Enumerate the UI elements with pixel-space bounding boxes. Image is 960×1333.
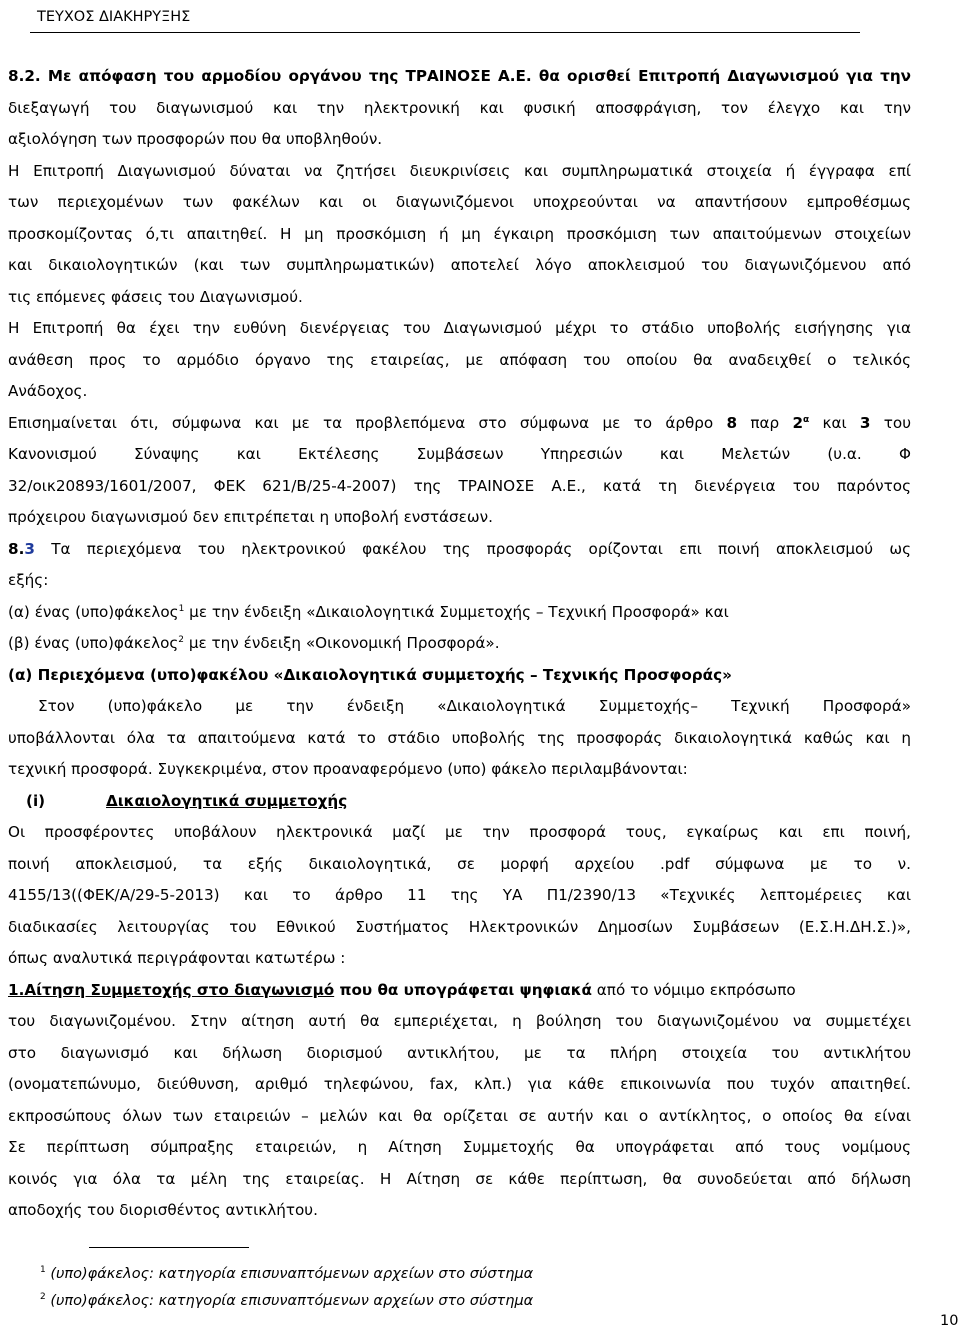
text-line: εξής: [8,571,49,589]
text-line: τεχνική προσφορά. Συγκεκριμένα, στον προαναφερόμενο (υπο) φάκελο περιλαμβάνονται: [8,760,688,778]
text-line: εκπροσώπους όλων των εταιρειών – μελών και θα ορίζεται σε αυτήν και ο αντίκλητος, ο οποίος θα είναι [8,1107,911,1125]
text-line: στο διαγωνισμό και δήλωση διορισμού αντικλήτου, με τα πλήρη στοιχεία του αντικλήτου [8,1044,911,1062]
footnote: $^2$ (υπο)φάκελος: κατηγορία επισυναπτόμενων αρχείων στο σύστημα [40,1292,534,1309]
footnote: $^1$ (υπο)φάκελος: κατηγορία επισυναπτόμενων αρχείων στο σύστημα [40,1265,534,1282]
text-line: ποινή αποκλεισμού, τα εξής δικαιολογητικά, σε μορφή αρχείου .pdf σύμφωνα με το ν. [8,855,911,873]
running-header: ΤΕΥΧΟΣ ΔΙΑΚΗΡΥΞΗΣ [37,9,191,25]
text-line: Οι προσφέροντες υποβάλουν ηλεκτρονικά μαζί με την προσφορά τους, εγκαίρως και επι ποινή, [8,823,911,841]
text-line: αποδοχής του διορισθέντος αντικλήτου. [8,1201,318,1219]
text-line: και δικαιολογητικών (και των συμπληρωματικών) αποτελεί λόγο αποκλεισμού του διαγωνιζόμενου από [8,256,911,274]
text-line: υποβάλλονται όλα τα απαιτούμενα κατά το στάδιο υποβολής της προσφοράς δικαιολογητικά καθώς και η [8,729,911,747]
text-line: προσκομίζοντας ό,τι απαιτηθεί. Η μη προσκόμιση ή μη έγκαιρη προσκόμιση των απαιτούμενων στοιχείων [8,225,911,243]
text-line: Στον (υπο)φάκελο με την ένδειξη «Δικαιολογητικά Συμμετοχής– Τεχνική Προσφορά» [38,697,911,715]
page-number: 10 [940,1313,959,1329]
footnote-ref: 1 [178,603,185,614]
text-line: όπως αναλυτικά περιγράφονται κατωτέρω : [8,949,346,967]
text-line: Η Επιτροπή θα έχει την ευθύνη διενέργειας του Διαγωνισμού μέχρι το στάδιο υποβολής εισήγησης για [8,319,911,337]
text-line: (ονοματεπώνυμο, διεύθυνση, αριθμό τηλεφώνου, fax, κλπ.) για κάθε επικοινωνία που τυχόν απαιτηθεί. [8,1075,911,1093]
text-line: αξιολόγηση των προσφορών που θα υποβληθούν. [8,130,383,148]
text-line: Κανονισμού Σύναψης και Εκτέλεσης Συμβάσεων Υπηρεσιών και Μελετών (υ.α. Φ [8,445,911,463]
text-line: πρόχειρου διαγωνισμού δεν επιτρέπεται η υποβολή ενστάσεων. [8,508,493,526]
text-line: τις επόμενες φάσεις του Διαγωνισμού. [8,288,303,306]
text-line: των περιεχομένων των φακέλων και οι διαγωνιζόμενοι υποχρεούνται να απαντήσουν εμπροθέσμως [8,193,911,211]
text-line: διεξαγωγή του διαγωνισμού και την ηλεκτρονική και φυσική αποσφράγιση, τον έλεγχο και την [8,99,911,117]
subsection-number: (i) [26,792,46,810]
footnote-ref: 2 [178,634,185,645]
text-line: (β) ένας (υπο)φάκελος$^2$ με την ένδειξη «Οικονομική Προσφορά». [8,634,500,652]
text-line: κοινός για όλα τα μέλη της εταιρείας. Η Αίτηση σε κάθε περίπτωση, θα συνοδεύεται από δήλωση [8,1170,911,1188]
text-line: 4155/13((ΦΕΚ/Α/29-5-2013) και το άρθρο 11 της ΥΑ Π1/2390/13 «Τεχνικές λεπτομέρειες και [8,886,911,904]
text-line: 1.Αίτηση Συμμετοχής στο διαγωνισμό που θα υπογράφεται ψηφιακά από το νόμιμο εκπρόσωπο [8,981,796,999]
text-line: (α) ένας (υπο)φάκελος$^1$ με την ένδειξη «Δικαιολογητικά Συμμετοχής – Τεχνική Προσφορά» και [8,603,729,621]
footnote-rule [89,1247,249,1248]
text-line: ανάθεση προς το αρμόδιο όργανο της εταιρείας, με απόφαση του οποίου θα αναδειχθεί ο τελικός [8,351,911,369]
text-line: Η Επιτροπή Διαγωνισμού δύναται να ζητήσει διευκρινίσεις και συμπληρωματικά στοιχεία ή έγγραφα επί [8,162,911,180]
header-rule [30,32,860,33]
text-line: Ανάδοχος. [8,382,88,400]
text-line: διαδικασίες λειτουργίας του Εθνικού Συστήματος Ηλεκτρονικών Δημοσίων Συμβάσεων (Ε.Σ.Η.ΔΗ.Σ.)», [8,918,911,936]
text-line: του διαγωνιζομένου. Στην αίτηση αυτή θα εμπεριέχεται, η βούληση του διαγωνιζομένου να συμμετέχει [8,1012,911,1030]
text-line: 8.3 Τα περιεχόμενα του ηλεκτρονικού φακέλου της προσφοράς ορίζονται επι ποινή αποκλεισμού ως [8,540,911,558]
subsection-title: Δικαιολογητικά συμμετοχής [106,792,348,810]
text-line: 32/οικ20893/1601/2007, ΦΕΚ 621/Β/25-4-2007) της ΤΡΑΙΝΟΣΕ Α.Ε., κατά τη διενέργεια του παρόντος [8,477,911,495]
section-heading: (α) Περιεχόμενα (υπο)φακέλου «Δικαιολογητικά συμμετοχής – Τεχνικής Προσφοράς» [8,666,732,684]
text-line: Επισημαίνεται ότι, σύμφωνα και με τα προβλεπόμενα στο σύμφωνα με το άρθρο 8 παρ $2^\alpha$ και 3 του [8,414,911,432]
text-line: 8.2. Με απόφαση του αρμοδίου οργάνου της ΤΡΑΙΝΟΣΕ Α.Ε. θα ορισθεί Επιτροπή Διαγωνισμού για την [8,67,911,85]
text-line: Σε περίπτωση σύμπραξης εταιρειών, η Αίτηση Συμμετοχής θα υπογράφεται από τους νομίμους [8,1138,911,1156]
